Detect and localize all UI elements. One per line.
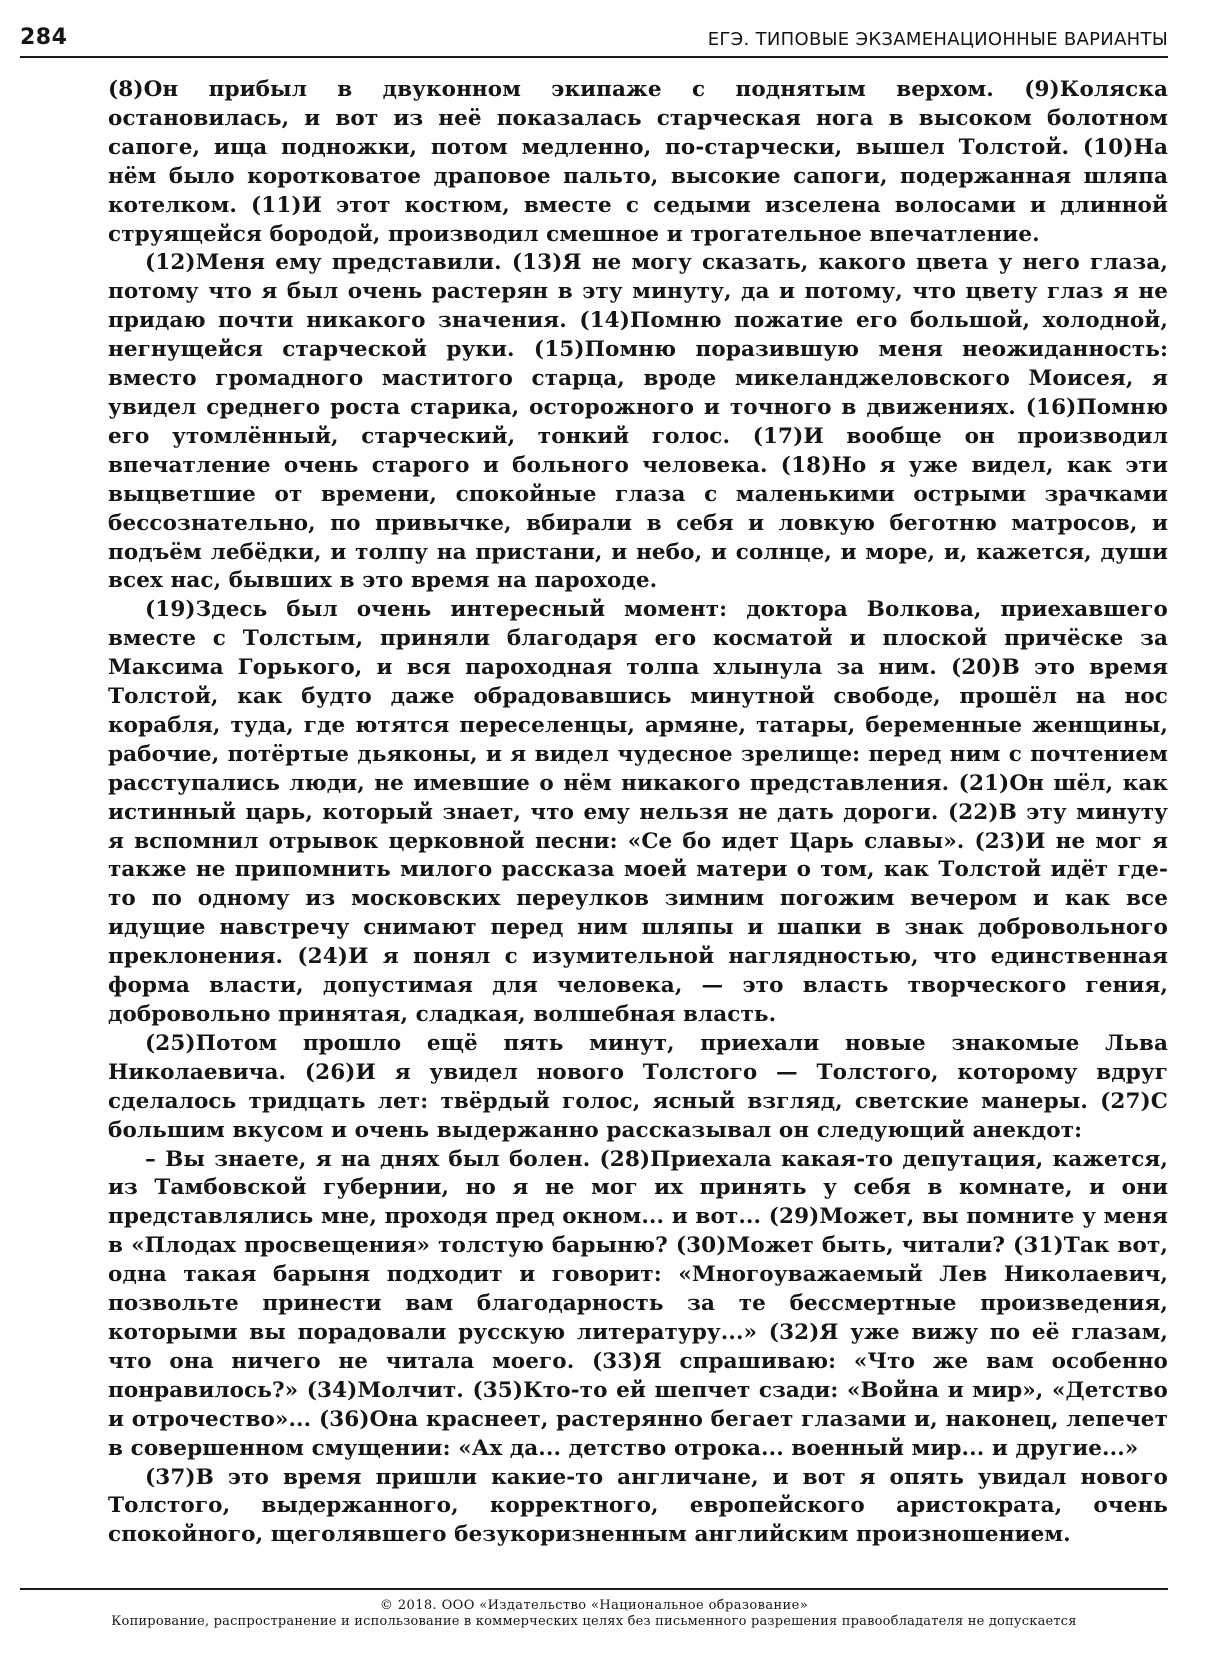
body-text [108, 76, 1168, 1550]
paragraph-5: – Вы знаете, я на днях был болен. (28)Приехала какая-то депутация, кажется, из Тамбовской губернии, но я не мог их принять у себя в комнате, и они представлялись мне, проходя пред окном... и вот... (29)Может, вы помните у меня в «Плодах просвещения» толстую барыню? (30)Может быть, читали? (31)Так вот, одна такая барыня подходит и говорит: «Многоуважаемый Лев Николаевич, позвольте принести вам благодарность за те бессмертные произведения, которыми вы порадовали русскую литературу...» (32)Я уже вижу по её глазам, что она ничего не читала моего. (33)Я спрашиваю: «Что же вам особенно понравилось?» (34)Молчит. (35)Кто-то ей шепчет сзади: «Война и мир», «Детство и отрочество»... (36)Она краснеет, растерянно бегает глазами и, наконец, лепечет в совершенном смущении: «Ах да... детство отрока... военный мир... и другие...» [108, 1146, 1168, 1461]
paragraph-1: (8)Он прибыл в двуконном экипаже с поднятым верхом. (9)Коляска остановилась, и вот из неё показалась старческая нога в высоком болотном сапоге, ища подножки, потом медленно, по-старчески, вышел Толстой. (10)На нём было коротковатое драповое пальто, высокие сапоги, подержанная шляпа котелком. (11)И этот костюм, вместе с седыми изселена волосами и длинной струящейся бородой, производил смешное и трогательное впечатление. [108, 77, 1168, 247]
running-title: ЕГЭ. ТИПОВЫЕ ЭКЗАМЕНАЦИОННЫЕ ВАРИАНТЫ [707, 29, 1168, 50]
page-footer [20, 1588, 1168, 1630]
paragraph-3: (19)Здесь был очень интересный момент: доктора Волкова, приехавшего вместе с Толстым, приняли благодаря его косматой и плоской причёске за Максима Горького, и вся пароходная толпа хлынула за ним. (20)В это время Толстой, как будто даже обрадовавшись минутной свободе, прошёл на нос корабля, туда, где ютятся переселенцы, армяне, татары, беременные женщины, рабочие, потёртые дьяконы, и я видел чудесное зрелище: перед ним с почтением расступались люди, не имевшие о нём никакого представления. (21)Он шёл, как истинный царь, который знает, что ему нельзя не дать дороги. (22)В эту минуту я вспомнил отрывок церковной песни: «Се бо идет Царь славы». (23)И не мог я также не припомнить милого рассказа моей матери о том, как Толстой идёт где-то по одному из московских переулков зимним погожим вечером и как все идущие навстречу снимают перед ним шляпы и шапки в знак добровольного преклонения. (24)И я понял с изумительной наглядностью, что единственная форма власти, допустимая для человека, — это власть творческого гения, добровольно принятая, сладкая, волшебная власть. [108, 597, 1168, 1027]
paragraph-4: (25)Потом прошло ещё пять минут, приехали новые знакомые Льва Николаевича. (26)И я увидел нового Толстого — Толстого, которому вдруг сделалось тридцать лет: твёрдый голос, ясный взгляд, светские манеры. (27)С большим вкусом и очень выдержанно рассказывал он следующий анекдот: [108, 1030, 1168, 1143]
page-header [20, 18, 1168, 58]
paragraph-6: (37)В это время пришли какие-то англичане, и вот я опять увидал нового Толстого, выдержанного, корректного, европейского аристократа, очень спокойного, щеголявшего безукоризненным английским произношением. [108, 1464, 1168, 1548]
paragraph-2: (12)Меня ему представили. (13)Я не могу сказать, какого цвета у него глаза, потому что я был очень растерян в эту минуту, да и потому, что цвету глаз я не придаю почти никакого значения. (14)Помню пожатие его большой, холодной, негнущейся старческой руки. (15)Помню поразившую меня неожиданность: вместо громадного маститого старца, вроде микеланджеловского Моисея, я увидел среднего роста старика, осторожного и точного в движениях. (16)Помню его утомлённый, старческий, тонкий голос. (17)И вообще он производил впечатление очень старого и больного человека. (18)Но я уже видел, как эти выцветшие от времени, спокойные глаза с маленькими острыми зрачками бессознательно, по привычке, вбирали в себя и ловкую беготню матросов, и подъём лебёдки, и толпу на пристани, и небо, и солнце, и море, и, кажется, души всех нас, бывших в это время на пароходе. [108, 250, 1168, 594]
page-number: 284 [20, 25, 68, 50]
copyright-line: © 2018. ООО «Издательство «Национальное образование» [379, 1598, 809, 1613]
copyright-disclaimer: Копирование, распространение и использование в коммерческих целях без письменного разрешения правообладателя не допускается [111, 1614, 1077, 1629]
